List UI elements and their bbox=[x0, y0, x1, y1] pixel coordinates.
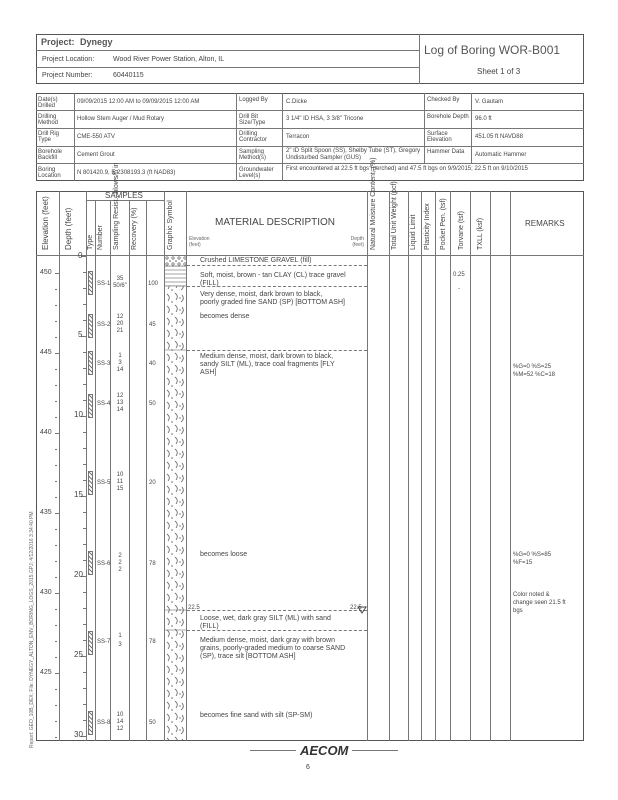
desc-line: poorly graded fine SAND (SP) [BOTTOM ASH] bbox=[200, 299, 345, 306]
info-label: Groundwater Level(s) bbox=[239, 167, 274, 179]
remarks-line: %G=0 %S=85 bbox=[513, 552, 552, 558]
sample-blows: 12 bbox=[116, 726, 124, 732]
elev-minor-tick bbox=[55, 305, 57, 306]
elev-minor-tick bbox=[55, 641, 57, 642]
sample-blows: 1 bbox=[118, 353, 122, 359]
col-torvane: Torvane (tsf) bbox=[458, 211, 465, 250]
depth-minor-tick bbox=[83, 512, 86, 513]
depth-minor-tick bbox=[83, 352, 86, 353]
remarks-line: %M=52 %C=18 bbox=[513, 372, 556, 378]
sample-blows: 2 bbox=[118, 553, 122, 559]
desc-line: sandy SILT (ML), trace coal fragments [FLY bbox=[200, 361, 335, 368]
info-value: 3 1/4" ID HSA, 3 3/8" Tricone bbox=[286, 116, 364, 122]
depth-minor-tick bbox=[83, 720, 86, 721]
elev-minor-tick bbox=[55, 721, 57, 722]
depth-minor-tick bbox=[83, 672, 86, 673]
remarks-line: change seen 21.5 ft bbox=[513, 600, 566, 606]
info-label: Drilling Contractor bbox=[239, 131, 268, 143]
groundwater-triangle-icon bbox=[357, 606, 367, 614]
sample-blows: 2 bbox=[118, 560, 122, 566]
col-depth-small: Depth (feet) bbox=[350, 236, 364, 248]
location-label: Project Location: bbox=[42, 56, 95, 63]
desc-line: becomes loose bbox=[200, 551, 248, 558]
depth-minor-tick bbox=[83, 368, 86, 369]
col-sampling-resist: Sampling Resist., blows/6 in bbox=[113, 162, 120, 250]
desc-line: Medium dense, moist, dark gray with brown bbox=[200, 637, 335, 644]
report-side-text: Report: GEO_10B_DEX; File: DYNEGY_ALTON_ENV_BORING_LOGS_2015.GPJ; 4/12/2016 3:34:40 PM bbox=[29, 511, 35, 748]
remarks-line: bgs bbox=[513, 608, 523, 614]
col-plasticity: Plasticity Index bbox=[424, 203, 431, 250]
info-label: Drill Bit Size/Type bbox=[239, 114, 266, 126]
elev-minor-tick bbox=[55, 465, 57, 466]
depth-minor-tick bbox=[83, 384, 86, 385]
sample-blows: 2 bbox=[118, 567, 122, 573]
info-value: CME-550 ATV bbox=[77, 134, 115, 140]
location-value: Wood River Power Station, Alton, IL bbox=[113, 56, 225, 63]
info-value: C.Dicke bbox=[286, 99, 308, 105]
project-name: Dynegy bbox=[80, 37, 113, 47]
desc-line: (SP), trace silt [BOTTOM ASH] bbox=[200, 653, 296, 660]
sample-blows: 20 bbox=[116, 321, 124, 327]
sample-blows: 10 bbox=[116, 472, 124, 478]
sample-blows: 10 bbox=[116, 712, 124, 718]
depth-minor-tick bbox=[83, 592, 86, 593]
depth-minor-tick bbox=[83, 432, 86, 433]
col-type: Type bbox=[87, 234, 94, 250]
desc-line: grains, poorly-graded medium to coarse SAND bbox=[200, 645, 346, 652]
elev-minor-tick bbox=[55, 737, 57, 738]
elev-minor-tick bbox=[55, 481, 57, 482]
info-label: Surface Elevation bbox=[427, 131, 452, 143]
sample-number: SS-7 bbox=[97, 639, 111, 645]
depth-minor-tick bbox=[83, 528, 86, 529]
elev-minor-tick bbox=[55, 657, 57, 658]
elev-minor-tick bbox=[55, 337, 57, 338]
sample-recovery: 50 bbox=[149, 720, 156, 726]
sample-marker-ss-6 bbox=[88, 551, 93, 575]
elev-tick-440: 440 bbox=[40, 429, 52, 436]
sample-number: SS-3 bbox=[97, 361, 111, 367]
col-samples: SAMPLES bbox=[105, 191, 143, 200]
elev-minor-tick bbox=[55, 353, 59, 354]
sample-marker-ss-5 bbox=[88, 471, 93, 495]
elev-minor-tick bbox=[55, 513, 59, 514]
elev-tick-450: 450 bbox=[40, 269, 52, 276]
col-remarks: REMARKS bbox=[525, 219, 565, 228]
sample-recovery: 45 bbox=[149, 322, 156, 328]
desc-line: Very dense, moist, dark brown to black, bbox=[200, 291, 323, 298]
info-label: Date(s) Drilled bbox=[38, 97, 58, 109]
depth-minor-tick bbox=[83, 288, 86, 289]
info-label: Borehole Backfill bbox=[38, 149, 63, 161]
sample-blows: 12 bbox=[116, 393, 124, 399]
groundwater-depth-right: 22.5 bbox=[350, 605, 362, 611]
desc-line: becomes fine sand with silt (SP-SM) bbox=[200, 712, 313, 719]
depth-minor-tick bbox=[83, 704, 86, 705]
groundwater-depth-left: 22.5 bbox=[188, 605, 200, 611]
info-value: Cement Grout bbox=[77, 152, 115, 158]
sample-marker-ss-8 bbox=[88, 711, 93, 735]
elev-minor-tick bbox=[55, 417, 57, 418]
sample-blows: 21 bbox=[116, 328, 124, 334]
sample-marker-ss-7 bbox=[88, 631, 93, 655]
info-value: N 801420.9, E 2308193.3 (ft NAD83) bbox=[77, 170, 176, 176]
info-value: Automatic Hammer bbox=[475, 152, 527, 158]
elev-tick-445: 445 bbox=[40, 349, 52, 356]
footer-logo: AECOM bbox=[300, 743, 349, 758]
depth-tick-20: 20 bbox=[74, 570, 83, 579]
desc-line: Crushed LIMESTONE GRAVEL (fill) bbox=[200, 257, 312, 264]
col-graphic: Graphic Symbol bbox=[167, 200, 174, 250]
desc-line: (FILL) bbox=[200, 623, 219, 630]
depth-minor-tick bbox=[83, 688, 86, 689]
sample-blows: 1 bbox=[118, 633, 122, 639]
sample-recovery: 50 bbox=[149, 401, 156, 407]
log-title: Log of Boring WOR-B001 bbox=[424, 43, 561, 57]
depth-minor-tick bbox=[83, 560, 86, 561]
info-label: Sampling Method(s) bbox=[239, 149, 267, 161]
sample-blows: 14 bbox=[116, 367, 124, 373]
desc-line: (FILL) bbox=[200, 280, 219, 287]
elev-minor-tick bbox=[55, 369, 57, 370]
sample-blows: 11 bbox=[116, 479, 124, 485]
col-depth: Depth (feet) bbox=[64, 207, 73, 250]
sample-recovery: 78 bbox=[149, 639, 156, 645]
elev-tick-425: 425 bbox=[40, 669, 52, 676]
info-value: 2" ID Split Spoon (SS), Shelby Tube (ST), Gregory Undisturbed Sampler (GUS) bbox=[286, 148, 421, 161]
col-txll: TXLL (ksf) bbox=[477, 217, 484, 250]
desc-line: Loose, wet, dark gray SILT (ML) with sand bbox=[200, 615, 331, 622]
elev-minor-tick bbox=[55, 593, 59, 594]
elev-minor-tick bbox=[55, 673, 59, 674]
depth-tick-0: 0 bbox=[78, 251, 83, 260]
col-pocket-pen: Pocket Pen. (tsf) bbox=[440, 198, 447, 250]
info-value: Terracon bbox=[286, 134, 310, 140]
elev-minor-tick bbox=[55, 561, 57, 562]
sample-blows: 12 bbox=[116, 314, 124, 320]
col-elevation: Elevation (feet) bbox=[41, 196, 50, 250]
sample-blows: 14 bbox=[116, 719, 124, 725]
col-moisture: Natural Moisture Content, (%) bbox=[370, 157, 377, 250]
elev-minor-tick bbox=[55, 401, 57, 402]
info-value: First encountered at 22.5 ft bgs (perched) and 47.5 ft bgs on 9/9/2015; 22.5 ft on 9/10/2015 bbox=[286, 166, 528, 172]
sample-recovery: 78 bbox=[149, 561, 156, 567]
col-liquid-limit: Liquid Limit bbox=[410, 214, 417, 250]
info-label: Boring Location bbox=[38, 167, 61, 179]
depth-minor-tick bbox=[83, 640, 86, 641]
info-label: Logged By bbox=[239, 97, 268, 103]
col-unit-weight: Total Unit Weight (pcf) bbox=[391, 181, 398, 250]
elev-minor-tick bbox=[55, 385, 57, 386]
elev-minor-tick bbox=[55, 689, 57, 690]
depth-minor-tick bbox=[83, 320, 86, 321]
info-label: Borehole Depth bbox=[427, 114, 469, 120]
depth-tick-5: 5 bbox=[78, 330, 83, 339]
depth-minor-tick bbox=[83, 544, 86, 545]
depth-tick-30: 30 bbox=[74, 730, 83, 739]
remarks-line: Color noted & bbox=[513, 592, 550, 598]
pocket-pen-value: 0.25 bbox=[453, 272, 465, 278]
depth-minor-tick bbox=[83, 400, 86, 401]
number-label: Project Number: bbox=[42, 72, 93, 79]
elev-tick-435: 435 bbox=[40, 509, 52, 516]
graphic-log bbox=[165, 256, 186, 740]
depth-tick-10: 10 bbox=[74, 410, 83, 419]
sample-blows: 14 bbox=[116, 407, 124, 413]
depth-tick-25: 25 bbox=[74, 650, 83, 659]
elev-minor-tick bbox=[55, 449, 57, 450]
elev-minor-tick bbox=[55, 321, 57, 322]
info-label: Checked By bbox=[427, 97, 460, 103]
col-number: Number bbox=[97, 225, 104, 250]
info-label: Hammer Data bbox=[427, 149, 465, 155]
elev-minor-tick bbox=[55, 273, 59, 274]
project-label: Project: bbox=[41, 37, 75, 47]
sample-blows: 13 bbox=[116, 400, 124, 406]
remarks-line: %F=15 bbox=[513, 560, 533, 566]
sample-recovery: 20 bbox=[149, 480, 156, 486]
sample-blows: 50/6" bbox=[113, 283, 127, 289]
depth-minor-tick bbox=[83, 272, 86, 273]
depth-minor-tick bbox=[83, 608, 86, 609]
elev-minor-tick bbox=[55, 577, 57, 578]
remarks-line: %G=0 %S=25 bbox=[513, 364, 552, 370]
info-value: 96.0 ft bbox=[475, 116, 492, 122]
depth-minor-tick bbox=[83, 448, 86, 449]
col-elev-small: Elevation (feet) bbox=[189, 236, 210, 248]
depth-minor-tick bbox=[83, 464, 86, 465]
sample-blows: 3 bbox=[118, 642, 122, 648]
sheet-number: Sheet 1 of 3 bbox=[477, 67, 521, 76]
info-value: V. Gautam bbox=[475, 99, 504, 105]
info-value: 09/09/2015 12:00 AM to 09/09/2015 12:00 AM bbox=[77, 99, 200, 105]
sample-blows: 15 bbox=[116, 486, 124, 492]
footer-page: 6 bbox=[306, 764, 310, 771]
sample-number: SS-8 bbox=[97, 720, 111, 726]
desc-line: becomes dense bbox=[200, 313, 250, 320]
col-material: MATERIAL DESCRIPTION bbox=[215, 217, 336, 228]
depth-minor-tick bbox=[83, 480, 86, 481]
sample-recovery: 40 bbox=[149, 361, 156, 367]
sample-blows: 3 bbox=[118, 360, 122, 366]
elev-tick-430: 430 bbox=[40, 589, 52, 596]
depth-minor-tick bbox=[83, 304, 86, 305]
depth-tick-15: 15 bbox=[74, 490, 83, 499]
sample-number: SS-6 bbox=[97, 561, 111, 567]
col-recovery: Recovery (%) bbox=[131, 207, 138, 250]
info-value: 451.05 ft NAVD88 bbox=[475, 134, 523, 140]
sample-marker-ss-1 bbox=[88, 271, 93, 295]
sample-number: SS-4 bbox=[97, 401, 111, 407]
elev-minor-tick bbox=[55, 497, 57, 498]
desc-line: ASH] bbox=[200, 369, 217, 376]
elev-minor-tick bbox=[55, 433, 59, 434]
desc-line: Medium dense, moist, dark brown to black, bbox=[200, 353, 334, 360]
sample-blows: 35 bbox=[116, 276, 124, 282]
sample-recovery: 100 bbox=[148, 281, 159, 287]
info-label: Drilling Method bbox=[38, 114, 59, 126]
number-value: 60440115 bbox=[113, 72, 144, 79]
info-value: Hollow Stem Auger / Mud Rotary bbox=[77, 116, 165, 122]
pocket-pen-dash: - bbox=[458, 286, 460, 292]
elev-minor-tick bbox=[55, 545, 57, 546]
sample-number: SS-2 bbox=[97, 322, 111, 328]
sample-number: SS-1 bbox=[97, 281, 111, 287]
elev-minor-tick bbox=[55, 609, 57, 610]
elev-minor-tick bbox=[55, 529, 57, 530]
sample-marker-ss-2 bbox=[88, 314, 93, 338]
elev-minor-tick bbox=[55, 625, 57, 626]
sample-marker-ss-3 bbox=[88, 351, 93, 375]
depth-minor-tick bbox=[83, 624, 86, 625]
elev-minor-tick bbox=[55, 705, 57, 706]
info-label: Drill Rig Type bbox=[38, 131, 59, 143]
sample-number: SS-5 bbox=[97, 480, 111, 486]
desc-line: Soft, moist, brown - tan CLAY (CL) trace gravel bbox=[200, 272, 346, 279]
sample-marker-ss-4 bbox=[88, 394, 93, 418]
elev-minor-tick bbox=[55, 289, 57, 290]
